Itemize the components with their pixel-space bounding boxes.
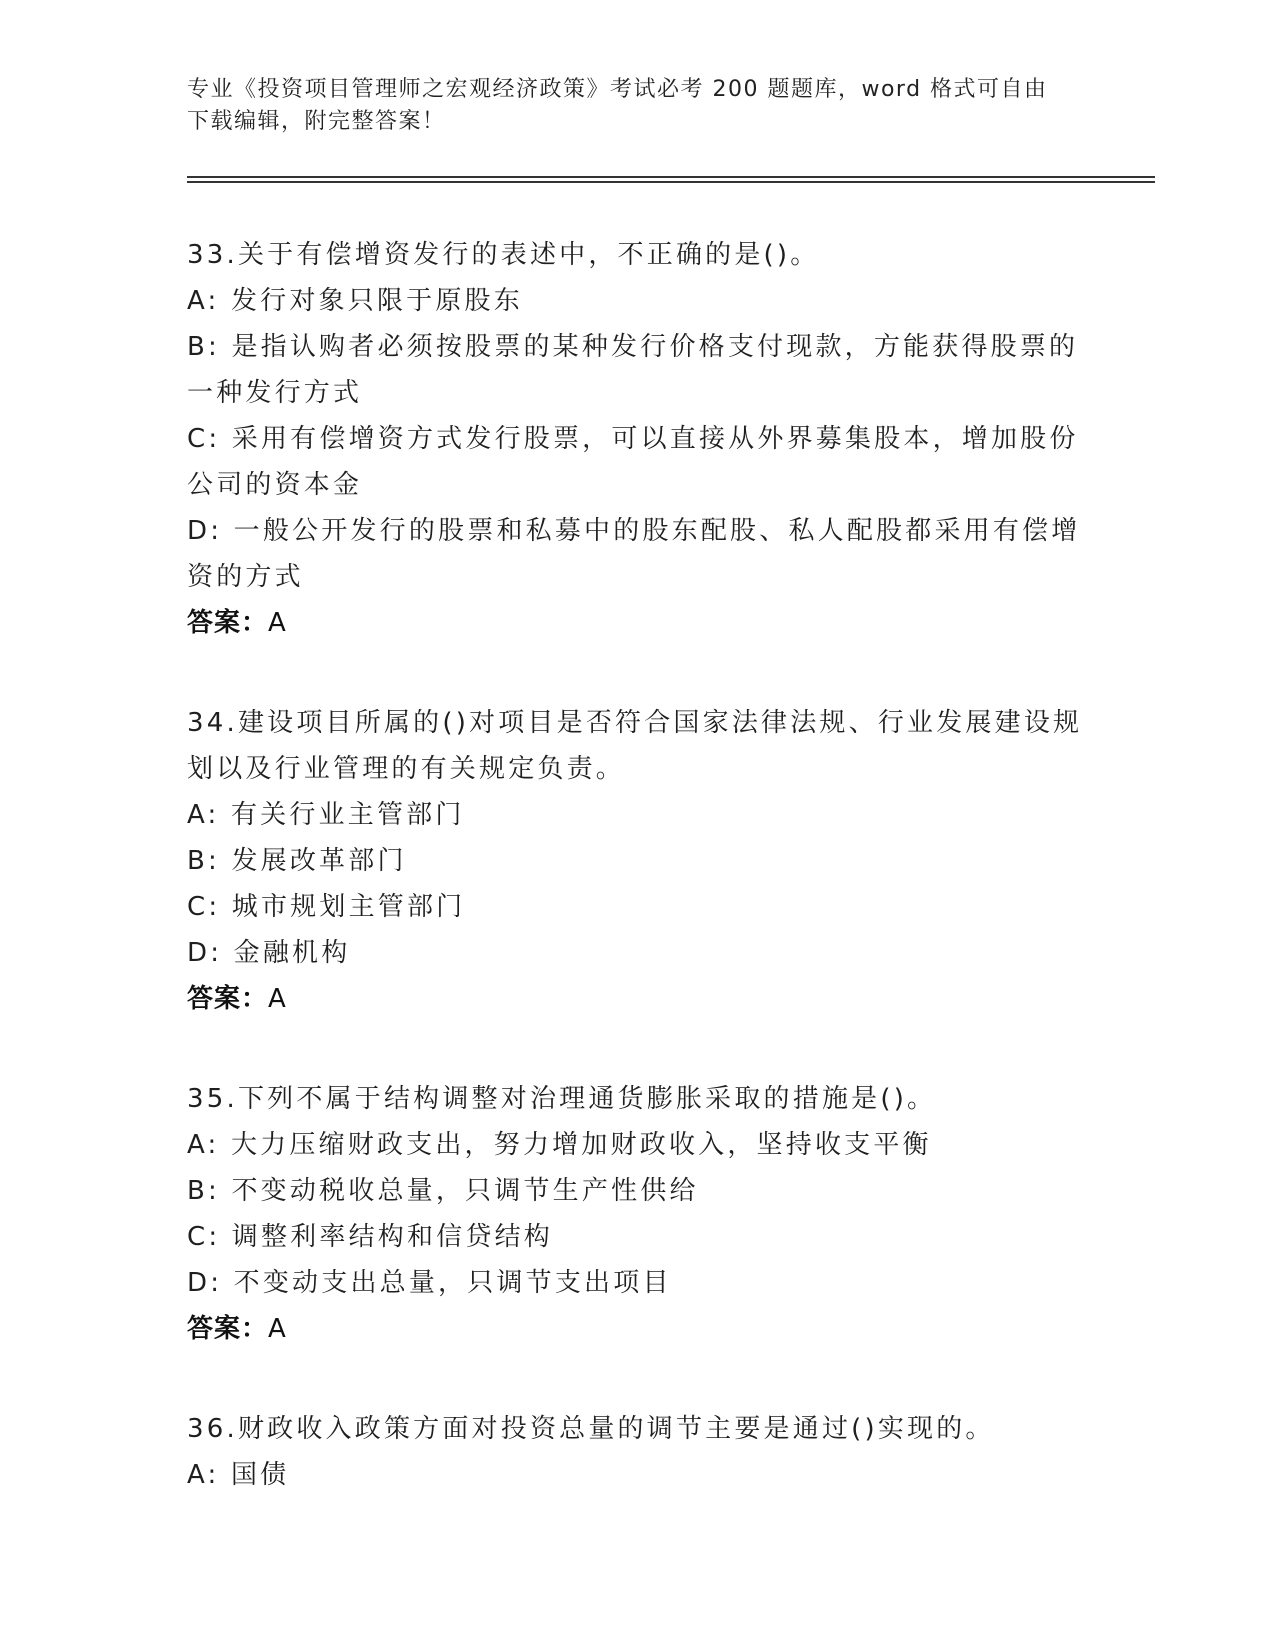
question-33 <box>187 232 1087 646</box>
document-header: 专业《投资项目管理师之宏观经济政策》考试必考 200 题题库，word 格式可自由下载编辑，附完整答案！ <box>187 77 1048 134</box>
option-a: A: 国债 <box>187 1460 290 1490</box>
option-c: C: 采用有偿增资方式发行股票，可以直接从外界募集股本，增加股份公司的资本金 <box>187 424 1079 500</box>
answer-value: A <box>268 984 287 1014</box>
answer-value: A <box>268 608 287 638</box>
option-b: B: 发展改革部门 <box>187 846 407 876</box>
answer-line <box>187 1306 1087 1352</box>
answer-label: 答案： <box>187 608 269 638</box>
answer-value: A <box>268 1314 287 1344</box>
option-d: D: 一般公开发行的股票和私募中的股东配股、私人配股都采用有偿增资的方式 <box>187 516 1081 592</box>
question-34 <box>187 700 1087 1022</box>
question-stem: 34.建设项目所属的()对项目是否符合国家法律法规、行业发展建设规划以及行业管理的有关规定负责。 <box>187 708 1083 784</box>
option-a: A: 大力压缩财政支出，努力增加财政收入，坚持收支平衡 <box>187 1130 932 1160</box>
option-d: D: 不变动支出总量，只调节支出项目 <box>187 1268 672 1298</box>
option-a: A: 有关行业主管部门 <box>187 800 465 830</box>
option-b: B: 不变动税收总量，只调节生产性供给 <box>187 1176 699 1206</box>
header-divider-bottom <box>187 181 1155 183</box>
answer-line <box>187 600 1087 646</box>
answer-line <box>187 976 1087 1022</box>
option-b: B: 是指认购者必须按股票的某种发行价格支付现款，方能获得股票的一种发行方式 <box>187 332 1079 408</box>
answer-label: 答案： <box>187 984 269 1014</box>
header-divider-top <box>187 176 1155 178</box>
answer-label: 答案： <box>187 1314 269 1344</box>
option-d: D: 金融机构 <box>187 938 351 968</box>
question-list <box>187 232 1087 1552</box>
option-a: A: 发行对象只限于原股东 <box>187 286 523 316</box>
question-stem: 36.财政收入政策方面对投资总量的调节主要是通过()实现的。 <box>187 1414 995 1444</box>
option-c: C: 城市规划主管部门 <box>187 892 466 922</box>
question-stem: 33.关于有偿增资发行的表述中，不正确的是()。 <box>187 240 820 270</box>
question-35 <box>187 1076 1087 1352</box>
question-36 <box>187 1406 1087 1498</box>
question-stem: 35.下列不属于结构调整对治理通货膨胀采取的措施是()。 <box>187 1084 937 1114</box>
option-c: C: 调整利率结构和信贷结构 <box>187 1222 553 1252</box>
